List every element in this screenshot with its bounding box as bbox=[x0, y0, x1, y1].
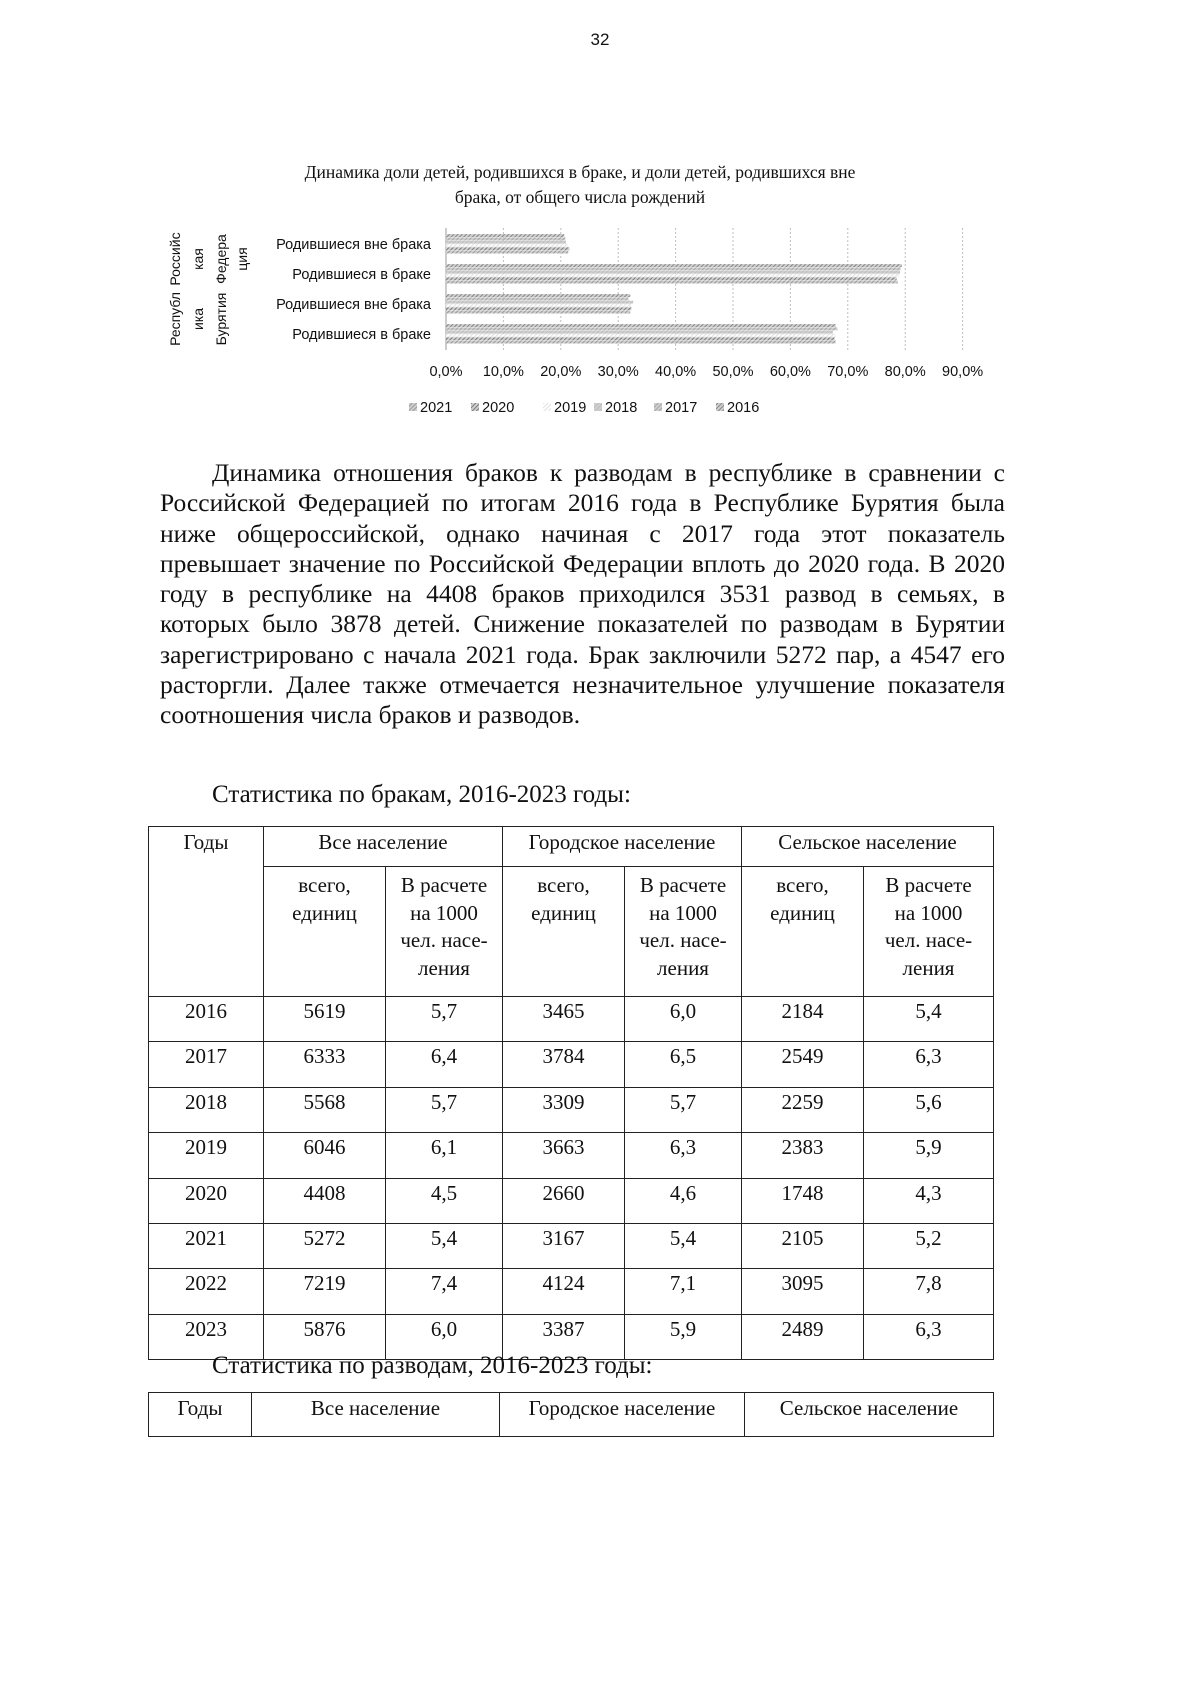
subheader-per-1000 bbox=[625, 867, 742, 997]
value-cell: 3309 bbox=[503, 1087, 625, 1132]
bar-2020-cat0 bbox=[446, 247, 569, 250]
table-row bbox=[149, 1087, 994, 1132]
value-cell: 5,4 bbox=[386, 1223, 503, 1268]
header-years: Годы bbox=[149, 827, 264, 997]
year-cell: 2018 bbox=[149, 1087, 264, 1132]
group-label: ция bbox=[234, 247, 250, 271]
value-cell: 5,7 bbox=[625, 1087, 742, 1132]
bar-2018-cat2 bbox=[446, 301, 633, 304]
group-label: Федера bbox=[213, 234, 229, 284]
subheader-per-1000 bbox=[386, 867, 503, 997]
value-cell: 3663 bbox=[503, 1133, 625, 1178]
legend-label: 2019 bbox=[554, 400, 587, 416]
group-label: Российс bbox=[167, 232, 183, 286]
category-label: Родившиеся вне брака bbox=[276, 297, 431, 313]
value-cell: 2383 bbox=[742, 1133, 864, 1178]
value-cell: 5568 bbox=[264, 1087, 386, 1132]
year-cell: 2019 bbox=[149, 1133, 264, 1178]
bar-2017-cat3 bbox=[446, 327, 837, 330]
bar-2020-cat1 bbox=[446, 277, 897, 280]
value-cell: 5,2 bbox=[864, 1223, 994, 1268]
subheader-line: на 1000 bbox=[410, 900, 478, 925]
value-cell: 2259 bbox=[742, 1087, 864, 1132]
marriage-table-caption: Статистика по бракам, 2016-2023 годы: bbox=[212, 781, 631, 808]
body-paragraph bbox=[160, 458, 1005, 731]
header-all-population: Все население bbox=[264, 827, 503, 867]
subheader-line: всего, bbox=[537, 873, 590, 897]
value-cell: 3784 bbox=[503, 1042, 625, 1087]
bar-2021-cat1 bbox=[446, 281, 898, 284]
subheader-per-1000 bbox=[864, 867, 994, 997]
x-tick-label: 50,0% bbox=[712, 364, 754, 380]
value-cell: 3465 bbox=[503, 997, 625, 1042]
page-number: 32 bbox=[590, 30, 610, 49]
subheader-line: ления bbox=[418, 955, 470, 980]
x-tick-label: 10,0% bbox=[482, 364, 524, 380]
bar-2019-cat3 bbox=[446, 334, 835, 337]
value-cell: 2105 bbox=[742, 1223, 864, 1268]
x-tick-label: 40,0% bbox=[655, 364, 697, 380]
value-cell: 6046 bbox=[264, 1133, 386, 1178]
value-cell: 2489 bbox=[742, 1314, 864, 1359]
bar-2016-cat2 bbox=[446, 294, 630, 297]
legend-label: 2018 bbox=[605, 400, 638, 416]
value-cell: 5,7 bbox=[386, 997, 503, 1042]
value-cell: 1748 bbox=[742, 1178, 864, 1223]
legend-swatch-2019 bbox=[543, 403, 551, 411]
header-urban-population: Городское население bbox=[503, 827, 742, 867]
table-row bbox=[149, 1223, 994, 1268]
subheader-line: чел. насе- bbox=[884, 928, 973, 952]
value-cell: 4124 bbox=[503, 1269, 625, 1314]
value-cell: 7,8 bbox=[864, 1269, 994, 1314]
table-row bbox=[149, 1042, 994, 1087]
bar-2020-cat3 bbox=[446, 337, 835, 340]
value-cell: 3167 bbox=[503, 1223, 625, 1268]
bar-2016-cat3 bbox=[446, 324, 836, 327]
subheader-line: В расчете bbox=[400, 873, 488, 897]
bar-2017-cat2 bbox=[446, 297, 629, 300]
births-chart bbox=[0, 0, 1200, 440]
value-cell: 6,5 bbox=[625, 1042, 742, 1087]
value-cell: 4,3 bbox=[864, 1178, 994, 1223]
subheader-line: на 1000 bbox=[894, 900, 963, 925]
bar-2021-cat3 bbox=[446, 341, 836, 344]
subheader-line: В расчете bbox=[639, 873, 727, 897]
legend-label: 2020 bbox=[482, 400, 515, 416]
value-cell: 2660 bbox=[503, 1178, 625, 1223]
marriage-table bbox=[148, 826, 994, 1360]
bar-2018-cat3 bbox=[446, 331, 833, 334]
subheader-line: единиц bbox=[292, 900, 357, 925]
subheader-line: В расчете bbox=[885, 873, 972, 897]
value-cell: 5,4 bbox=[625, 1223, 742, 1268]
year-cell: 2017 bbox=[149, 1042, 264, 1087]
legend-swatch-2016 bbox=[716, 403, 724, 411]
header-all-population: Все население bbox=[252, 1393, 500, 1437]
subheader-total-units bbox=[503, 867, 625, 997]
bar-2018-cat1 bbox=[446, 271, 900, 274]
subheader-line: единиц bbox=[531, 900, 596, 925]
legend-swatch-2017 bbox=[654, 403, 662, 411]
value-cell: 6,3 bbox=[864, 1042, 994, 1087]
value-cell: 2549 bbox=[742, 1042, 864, 1087]
value-cell: 6333 bbox=[264, 1042, 386, 1087]
value-cell: 5,9 bbox=[864, 1133, 994, 1178]
legend-swatch-2018 bbox=[594, 403, 602, 411]
subheader-line: на 1000 bbox=[649, 900, 717, 925]
year-cell: 2020 bbox=[149, 1178, 264, 1223]
group-label: Бурятия bbox=[213, 292, 229, 346]
divorce-table bbox=[148, 1392, 994, 1437]
subheader-total-units bbox=[742, 867, 864, 997]
value-cell: 7,4 bbox=[386, 1269, 503, 1314]
value-cell: 5,6 bbox=[864, 1087, 994, 1132]
bar-2019-cat1 bbox=[446, 274, 899, 277]
divorce-table-caption: Статистика по разводам, 2016-2023 годы: bbox=[212, 1352, 653, 1379]
header-urban-population: Городское население bbox=[500, 1393, 745, 1437]
x-tick-label: 30,0% bbox=[597, 364, 639, 380]
subheader-line: всего, bbox=[298, 873, 351, 897]
value-cell: 5876 bbox=[264, 1314, 386, 1359]
x-tick-label: 0,0% bbox=[429, 364, 463, 380]
table-row bbox=[149, 1178, 994, 1223]
x-tick-label: 60,0% bbox=[769, 364, 811, 380]
subheader-line: ления bbox=[657, 955, 709, 980]
year-cell: 2021 bbox=[149, 1223, 264, 1268]
bar-2019-cat0 bbox=[446, 244, 567, 247]
value-cell: 6,0 bbox=[386, 1314, 503, 1359]
table-row bbox=[149, 997, 994, 1042]
table-row bbox=[149, 1269, 994, 1314]
header-rural-population: Сельское население bbox=[745, 1393, 994, 1437]
value-cell: 5272 bbox=[264, 1223, 386, 1268]
value-cell: 6,0 bbox=[625, 997, 742, 1042]
paragraph-text: Динамика отношения браков к разводам в республике в сравнении с Российской Федерацией по итогам 2016 года в Республике Бурятия была ниже общероссийской, однако начиная с 2017 года этот показатель превышает значение по Российской Федерации вплоть до 2020 года. В 2020 году в республике на 4408 браков приходился 3531 развод в семьях, в которых было 3878 детей. Снижение показателей по разводам в Бурятии зарегистрировано с начала 2021 года. Брак заключили 5272 пар, а 4547 его расторгли. Далее также отмечается незначительное улучшение показателя соотношения числа браков и разводов. bbox=[160, 458, 1005, 730]
value-cell: 4408 bbox=[264, 1178, 386, 1223]
bar-2016-cat0 bbox=[446, 234, 564, 237]
value-cell: 7219 bbox=[264, 1269, 386, 1314]
bar-2016-cat1 bbox=[446, 264, 902, 267]
value-cell: 3095 bbox=[742, 1269, 864, 1314]
chart-title: брака, от общего числа рождений bbox=[454, 187, 706, 207]
value-cell: 5619 bbox=[264, 997, 386, 1042]
value-cell: 4,6 bbox=[625, 1178, 742, 1223]
subheader-line: всего, bbox=[776, 873, 829, 897]
chart-title: Динамика доли детей, родившихся в браке, и доли детей, родившихся вне bbox=[304, 162, 856, 182]
x-tick-label: 80,0% bbox=[884, 364, 926, 380]
group-label: Республ bbox=[167, 292, 183, 346]
value-cell: 2184 bbox=[742, 997, 864, 1042]
value-cell: 5,9 bbox=[625, 1314, 742, 1359]
value-cell: 5,7 bbox=[386, 1087, 503, 1132]
bar-2017-cat0 bbox=[446, 237, 565, 240]
category-label: Родившиеся в браке bbox=[292, 327, 431, 343]
x-tick-label: 90,0% bbox=[942, 364, 984, 380]
category-label: Родившиеся вне брака bbox=[276, 237, 431, 253]
legend-swatch-2020 bbox=[471, 403, 479, 411]
value-cell: 6,3 bbox=[625, 1133, 742, 1178]
bar-2018-cat0 bbox=[446, 241, 566, 244]
bar-2020-cat2 bbox=[446, 307, 631, 310]
value-cell: 6,1 bbox=[386, 1133, 503, 1178]
x-tick-label: 70,0% bbox=[827, 364, 869, 380]
table-row bbox=[149, 1133, 994, 1178]
bar-2021-cat0 bbox=[446, 251, 568, 254]
subheader-line: ления bbox=[902, 955, 955, 980]
value-cell: 3387 bbox=[503, 1314, 625, 1359]
year-cell: 2016 bbox=[149, 997, 264, 1042]
header-rural-population: Сельское население bbox=[742, 827, 994, 867]
value-cell: 6,4 bbox=[386, 1042, 503, 1087]
group-label: ика bbox=[190, 307, 206, 331]
bar-2021-cat2 bbox=[446, 311, 630, 314]
value-cell: 7,1 bbox=[625, 1269, 742, 1314]
category-label: Родившиеся в браке bbox=[292, 267, 431, 283]
value-cell: 6,3 bbox=[864, 1314, 994, 1359]
subheader-total-units bbox=[264, 867, 386, 997]
x-tick-label: 20,0% bbox=[540, 364, 582, 380]
year-cell: 2023 bbox=[149, 1314, 264, 1359]
year-cell: 2022 bbox=[149, 1269, 264, 1314]
header-years: Годы bbox=[149, 1393, 252, 1437]
subheader-line: чел. насе- bbox=[639, 928, 727, 952]
subheader-line: чел. насе- bbox=[400, 928, 488, 952]
bar-2017-cat1 bbox=[446, 267, 901, 270]
subheader-line: единиц bbox=[770, 900, 835, 925]
value-cell: 5,4 bbox=[864, 997, 994, 1042]
legend-label: 2016 bbox=[727, 400, 760, 416]
value-cell: 4,5 bbox=[386, 1178, 503, 1223]
bar-2019-cat2 bbox=[446, 304, 631, 307]
group-label: кая bbox=[190, 248, 206, 270]
legend-swatch-2021 bbox=[409, 403, 417, 411]
legend-label: 2017 bbox=[665, 400, 698, 416]
legend-label: 2021 bbox=[420, 400, 453, 416]
